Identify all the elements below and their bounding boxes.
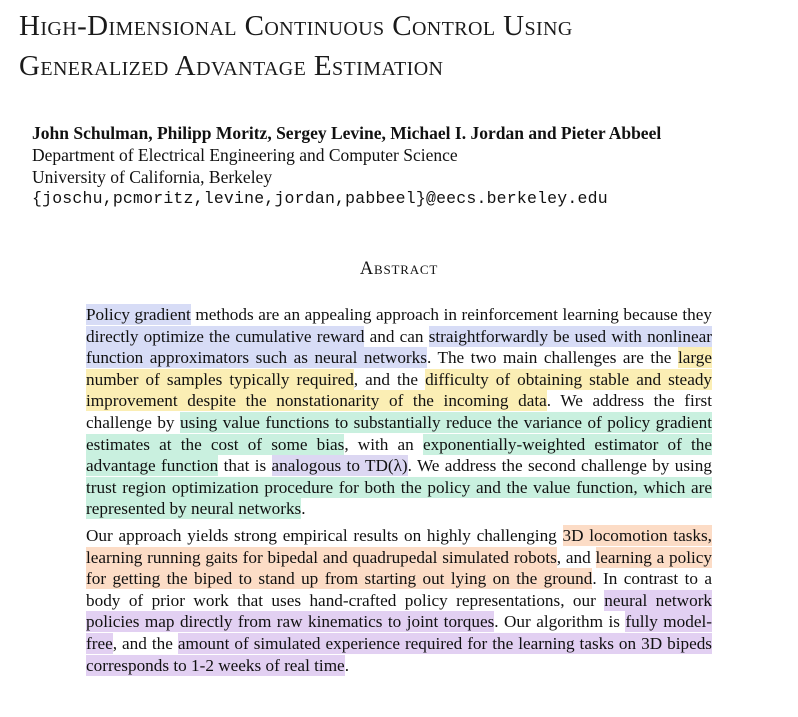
highlighted-phrase: using value functions to substantially reduce the variance of policy gradient estimates at the cost of some bias [86,412,712,454]
abstract-text: methods are an appealing approach in reinforcement learning because they [190,305,712,324]
abstract-text: . The two main challenges are the [426,348,678,368]
paper-title [19,6,789,86]
abstract-text: . Our algorithm is [494,612,626,632]
paper-title-line-1: High-Dimensional Continuous Control Using [19,10,573,42]
abstract-text: . In contrast to a body of prior work that uses hand-crafted policy representations, our [86,569,712,610]
highlighted-phrase: trust region optimization procedure for both the policy and the value function, which are represented by neural networks [86,477,712,519]
abstract-paragraph-2 [86,525,712,676]
abstract-paragraph-1 [86,304,712,520]
highlighted-phrase: difficulty of obtaining stable and steady improvement despite the nonstationarity of the incoming data [86,369,713,411]
email-addresses: {joschu,pcmoritz,levine,jordan,pabbeel}@eecs.berkeley.edu [32,189,608,208]
university: University of California, Berkeley [32,167,273,187]
author-block [32,122,772,210]
abstract-text: . We address the first challenge by [86,391,712,432]
abstract-heading: Abstract [359,259,439,279]
abstract-text: . [344,655,349,675]
highlighted-phrase: exponentially-weighted estimator of the advantage function [86,434,712,476]
abstract-text: Our approach yields strong empirical results on highly challenging [86,525,563,545]
abstract-text: and can [364,326,429,346]
abstract-text: , and the [353,369,426,389]
highlighted-phrase: straightforwardly be used with nonlinear function approximators such as neural networks [86,326,712,368]
highlighted-phrase: large number of samples typically required [86,348,712,389]
abstract-text: , with an [344,434,423,454]
highlighted-phrase: neural network policies map directly from raw kinematics to joint torques [86,590,713,632]
author-list: John Schulman, Philipp Moritz, Sergey Levine, Michael I. Jordan and Pieter Abbeel [32,123,662,143]
abstract-text: , and the [112,633,178,653]
highlighted-phrase: 3D locomotion tasks, learning running gaits for bipedal and quadrupedal simulated robots [86,525,712,567]
abstract-text: , and [556,547,596,567]
highlighted-phrase: learning a policy for getting the biped to stand up from starting out lying on the ground [86,547,712,589]
highlighted-phrase: fully model-free [86,612,712,653]
abstract-text: . We address the second challenge by using [407,456,712,476]
highlighted-phrase: amount of simulated experience required for the learning tasks on 3D bipeds corresponds to 1-2 weeks of real time [86,633,712,675]
paper-title-line-2: Generalized Advantage Estimation [19,50,444,82]
department: Department of Electrical Engineering and Computer Science [32,145,458,165]
highlighted-phrase: Policy gradient [86,305,191,324]
highlighted-phrase: analogous to TD(λ) [271,456,408,476]
abstract-body [86,304,712,681]
abstract-text: that is [218,456,272,476]
highlighted-phrase: directly optimize the cumulative reward [86,326,365,346]
abstract-text: . [301,499,306,519]
